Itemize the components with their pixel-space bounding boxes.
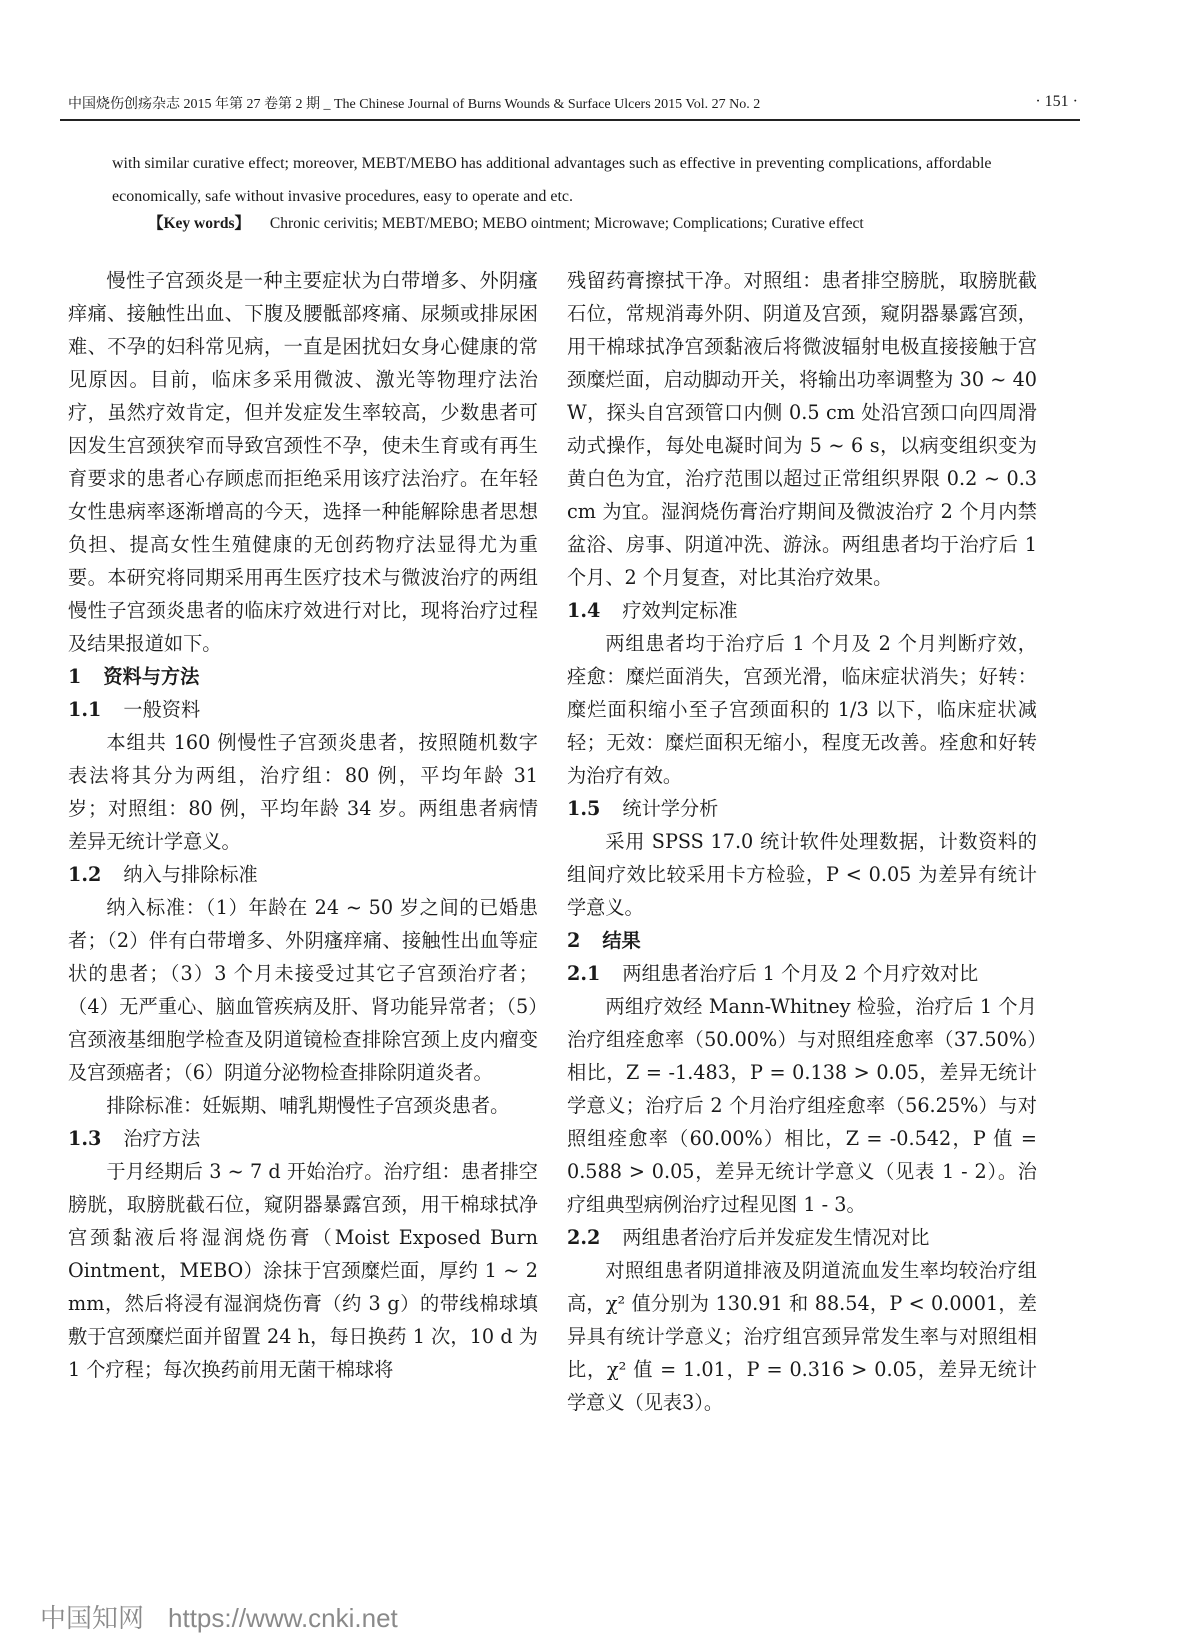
section-1-3-continuation: 残留药膏擦拭干净。对照组：患者排空膀胱，取膀胱截石位，常规消毒外阴、阴道及宫颈，窥阴器暴露宫颈，用干棉球拭净宫颈黏液后将微波辐射电极直接接触于宫颈糜烂面，启动脚动开关，将输出功率调整为 30 ~ 40 W，探头自宫颈管口内侧 0.5 cm 处沿宫颈口向四周滑动式操作，每处电凝时间为 5 ~ 6 s，以病变组织变为黄白色为宜，治疗范围以超过正常组织界限 0.2 ~ 0.3 cm 为宜。湿润烧伤膏治疗期间及微波治疗 2 个月内禁盆浴、房事、阴道冲洗、游泳。两组患者均于治疗后 1 个月、2 个月复查，对比其治疗效果。 [567, 269, 1037, 589]
left-column [68, 264, 538, 1386]
section-1-heading [68, 660, 538, 693]
section-number: 1.5 [567, 797, 601, 820]
intro-paragraph: 慢性子宫颈炎是一种主要症状为白带增多、外阴瘙痒痛、接触性出血、下腹及腰骶部疼痛、尿频或排尿困难、不孕的妇科常见病，一直是困扰妇女身心健康的常见原因。目前，临床多采用微波、激光等物理疗法治疗，虽然疗效肯定，但并发症发生率较高，少数患者可因发生宫颈狭窄而导致宫颈性不孕，使未生育或有再生育要求的患者心存顾虑而拒绝采用该疗法治疗。在年轻女性患病率逐渐增高的今天，选择一种能解除患者思想负担、提高女性生殖健康的无创药物疗法显得尤为重要。本研究将同期采用再生医疗技术与微波治疗的两组慢性子宫颈炎患者的临床疗效进行对比，现将治疗过程及结果报道如下。 [68, 269, 538, 655]
keywords-line [148, 210, 1108, 238]
abstract-tail: with similar curative effect; moreover, MEBT/MEBO has additional advantages such as effective in preventing complications, affordable economically, safe without invasive procedures, easy to operate and etc. [112, 155, 992, 205]
section-1-1-heading [68, 693, 538, 726]
exclusion-criteria-paragraph: 排除标准：妊娠期、哺乳期慢性子宫颈炎患者。 [106, 1094, 510, 1117]
section-1-5-paragraph: 采用 SPSS 17.0 统计软件处理数据，计数资料的组间疗效比较采用卡方检验，P < 0.05 为差异有统计学意义。 [567, 830, 1037, 919]
section-1-3-heading [68, 1122, 538, 1155]
section-title: 纳入与排除标准 [123, 863, 258, 886]
section-2-1-heading [567, 957, 1037, 990]
watermark-url: https://www.cnki.net [168, 1603, 398, 1633]
section-title: 统计学分析 [622, 797, 719, 820]
running-header [68, 93, 1078, 113]
section-title: 两组患者治疗后并发症发生情况对比 [622, 1226, 930, 1249]
section-title: 疗效判定标准 [622, 599, 738, 622]
section-title: 一般资料 [123, 698, 201, 721]
section-2-heading [567, 924, 1037, 957]
section-2-2-paragraph: 对照组患者阴道排液及阴道流血发生率均较治疗组高，χ² 值分别为 130.91 和 88.54，P < 0.0001，差异具有统计学意义；治疗组宫颈异常发生率与对照组相比，χ² 值 = 1.01，P = 0.316 > 0.05，差异无统计学意义（见表3）。 [567, 1259, 1037, 1414]
section-number: 1.1 [68, 698, 102, 721]
section-2-1-paragraph: 两组疗效经 Mann-Whitney 检验，治疗后 1 个月治疗组痊愈率（50.00%）与对照组痊愈率（37.50%）相比，Z = -1.483，P = 0.138 > 0.05，差异无统计学意义；治疗后 2 个月治疗组痊愈率（56.25%）与对照组痊愈率（60.00%）相比，Z = -0.542，P 值 = 0.588 > 0.05，差异无统计学意义（见表 1 - 2）。治疗组典型病例治疗过程见图 1 - 3。 [567, 995, 1037, 1216]
page-number: · 151 · [1035, 93, 1078, 110]
section-1-4-paragraph: 两组患者均于治疗后 1 个月及 2 个月判断疗效，痊愈：糜烂面消失，宫颈光滑，临床症状消失；好转：糜烂面积缩小至子宫颈面积的 1/3 以下，临床症状减轻；无效：糜烂面积无缩小，程度无改善。痊愈和好转为治疗有效。 [567, 632, 1037, 787]
watermark-brand: 中国知网 [40, 1604, 145, 1634]
section-1-4-heading [567, 594, 1037, 627]
section-number: 2 [567, 929, 581, 952]
section-title: 结果 [602, 929, 641, 952]
keywords-label: 【Key words】 [148, 215, 251, 232]
section-number: 1.4 [567, 599, 601, 622]
section-title: 两组患者治疗后 1 个月及 2 个月疗效对比 [622, 962, 979, 985]
section-1-3-paragraph: 于月经期后 3 ~ 7 d 开始治疗。治疗组：患者排空膀胱，取膀胱截石位，窥阴器暴露宫颈，用干棉球拭净宫颈黏液后将湿润烧伤膏（Moist Exposed Burn Ointment，MEBO）涂抹于宫颈糜烂面，厚约 1 ~ 2 mm，然后将浸有湿润烧伤膏（约 3 g）的带线棉球填敷于宫颈糜烂面并留置 24 h，每日换药 1 次，10 d 为 1 个疗程；每次换药前用无菌干棉球将 [68, 1160, 538, 1381]
section-1-2-heading [68, 858, 538, 891]
keywords-text: Chronic cerivitis; MEBT/MEBO; MEBO ointment; Microwave; Complications; Curative effect [269, 215, 864, 232]
section-1-1-paragraph: 本组共 160 例慢性子宫颈炎患者，按照随机数字表法将其分为两组，治疗组：80 例，平均年龄 31 岁；对照组：80 例，平均年龄 34 岁。两组患者病情差异无统计学意义。 [68, 731, 538, 853]
section-number: 1.2 [68, 863, 102, 886]
section-number: 2.2 [567, 1226, 601, 1249]
inclusion-criteria-paragraph: 纳入标准：（1）年龄在 24 ~ 50 岁之间的已婚患者；（2）伴有白带增多、外阴瘙痒痛、接触性出血等症状的患者；（3）3 个月未接受过其它子宫颈治疗者；（4）无严重心、脑血管疾病及肝、肾功能异常者；（5）宫颈液基细胞学检查及阴道镜检查排除宫颈上皮内瘤变及宫颈癌者；（6）阴道分泌物检查排除阴道炎者。 [68, 896, 538, 1084]
cnki-watermark [40, 1598, 398, 1635]
journal-citation-line: 中国烧伤创疡杂志 2015 年第 27 卷第 2 期 _ The Chinese Journal of Burns Wounds & Surface Ulcers 2015 Vol. 27 No. 2 [68, 97, 761, 112]
header-rule [60, 119, 1080, 121]
right-column [567, 264, 1037, 1419]
section-2-2-heading [567, 1221, 1037, 1254]
section-title: 资料与方法 [103, 665, 200, 688]
section-number: 2.1 [567, 962, 601, 985]
section-1-5-heading [567, 792, 1037, 825]
section-title: 治疗方法 [123, 1127, 201, 1150]
section-number: 1 [68, 665, 82, 688]
section-number: 1.3 [68, 1127, 102, 1150]
